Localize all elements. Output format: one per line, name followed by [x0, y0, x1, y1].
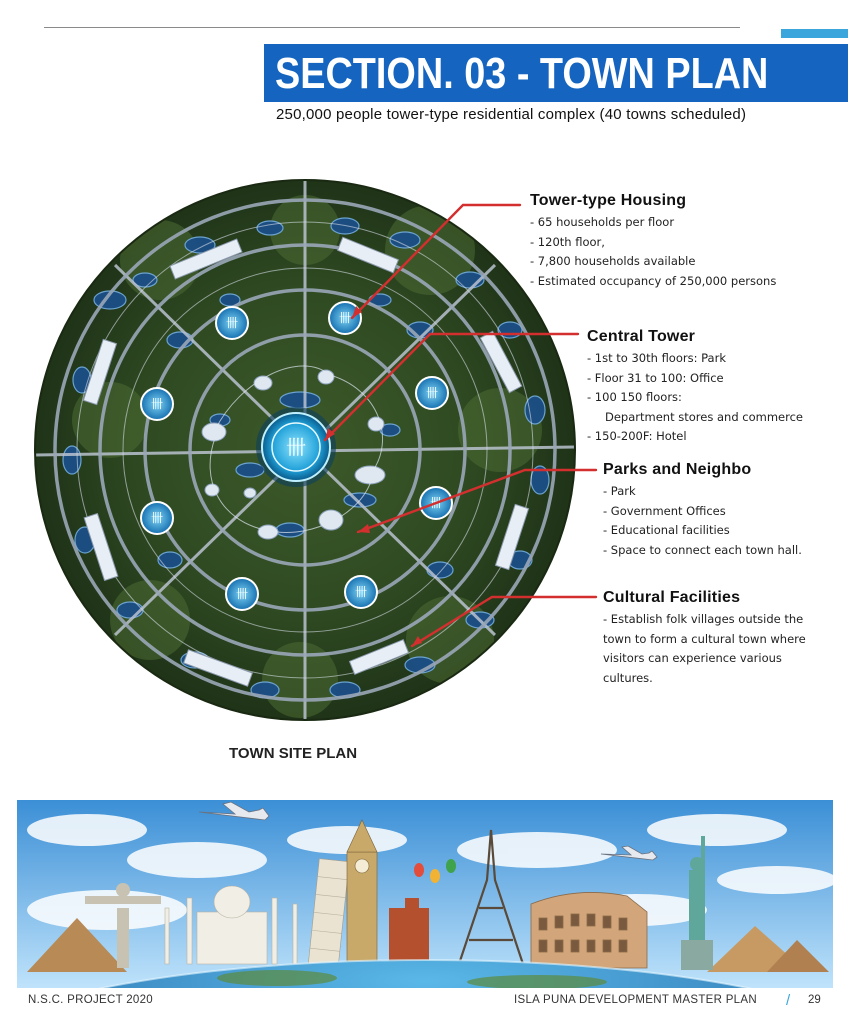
callout-line: - Estimated occupancy of 250,000 persons: [530, 273, 777, 288]
footer-project: N.S.C. PROJECT 2020: [28, 994, 154, 1006]
svg-text:卌: 卌: [354, 585, 368, 599]
callout-line: - 1st to 30th floors: Park: [587, 351, 726, 365]
svg-text:卌: 卌: [235, 587, 249, 601]
plan-caption: TOWN SITE PLAN: [229, 745, 358, 762]
callout-line: - 65 households per floor: [530, 215, 675, 229]
page-subtitle: 250,000 people tower-type residential complex (40 towns scheduled): [276, 106, 747, 123]
callout-line: - 120th floor,: [530, 234, 605, 249]
page-number: 29: [808, 994, 821, 1006]
callout-line: - 150-200F: Hotel: [587, 429, 687, 443]
svg-text:卌: 卌: [425, 386, 439, 400]
footer-divider: /: [786, 992, 791, 1009]
callout-central-tower: [587, 328, 803, 447]
callout-title: Central Tower: [587, 328, 696, 345]
callout-line: - Space to connect each town hall.: [603, 542, 802, 557]
svg-text:卌: 卌: [150, 397, 164, 411]
callout-tower-housing: [530, 192, 776, 291]
callout-parks: [603, 461, 802, 560]
callout-title: Tower-type Housing: [530, 192, 687, 209]
page-title: SECTION. 03 - TOWN PLAN: [275, 49, 769, 98]
svg-text:卌: 卌: [429, 496, 443, 510]
callout-cultural: [603, 589, 823, 688]
footer-document-title: ISLA PUNA DEVELOPMENT MASTER PLAN: [514, 994, 757, 1006]
callout-line: - Government Offices: [603, 503, 726, 518]
callout-text: - Establish folk villages outside the town to form a cultural town where visitors can experience various cultures.: [603, 612, 806, 685]
callout-line: - 7,800 households available: [530, 254, 696, 268]
callout-line: Department stores and commerce: [605, 409, 803, 424]
callout-line: - Educational facilities: [603, 523, 730, 537]
callout-title: Parks and Neighbo: [603, 461, 752, 478]
svg-text:卌: 卌: [225, 316, 239, 330]
svg-text:卌: 卌: [150, 511, 164, 525]
world-landmarks-banner: [17, 800, 833, 988]
svg-text:卌: 卌: [338, 311, 352, 325]
callout-title: Cultural Facilities: [603, 589, 741, 606]
callout-line: - Floor 31 to 100: Office: [587, 370, 724, 385]
callout-line: - Park: [603, 484, 636, 498]
central-tower: [256, 407, 336, 487]
callout-line: - 100 150 floors:: [587, 390, 682, 404]
svg-text:卌: 卌: [286, 435, 306, 459]
